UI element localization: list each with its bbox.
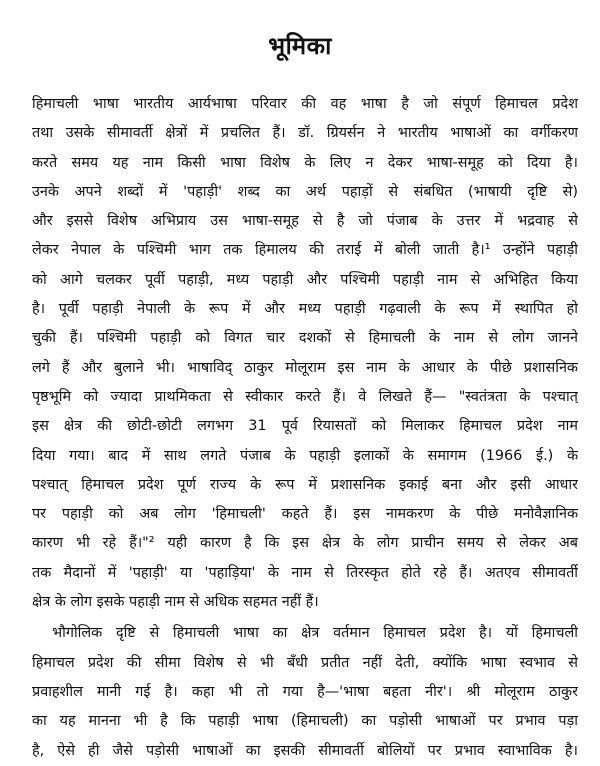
text-line: क्षेत्र के लोग इसके पहाड़ी नाम से अधिक सहमत नहीं हैं। (32, 594, 319, 611)
text-line: कारण भी रहे हैं।"² यही कारण है कि इस क्षेत्र के लोग प्राचीन समय से लेकर अब (32, 535, 578, 552)
text-line: लगे हैं और बुलाने भी। भाषाविद् ठाकुर मोलूराम इस नाम के आधार के पीछे प्रशासनिक (32, 359, 578, 376)
text-line: दिया गया। बाद में साथ लगते पंजाब के पहाड़ी इलाकों के समागम (1966 ई.) के (32, 447, 578, 464)
text-line: पश्चात् हिमाचल प्रदेश पूर्ण राज्य के रूप में प्रशासनिक इकाई बना और इसी आधार (32, 476, 578, 493)
text-line: है। पूर्वी पहाड़ी नेपाली के रूप में और मध्य पहाड़ी गढ़वाली के रूप में स्थापित हो (32, 301, 578, 318)
text-line: लेकर नेपाल के पश्चिमी भाग तक हिमालय की तराई में बोली जाती है।¹ उन्होंने पहाड़ी (32, 242, 578, 259)
text-line: है, ऐसे ही जैसे पड़ोसी भाषाओं का इसकी सीमावर्ती बोलियों पर प्रभाव स्वाभाविक है। (32, 742, 578, 759)
paragraph-1 (32, 90, 578, 617)
text-line: तक मैदानों में 'पहाड़ी' या 'पहाड़िया' के नाम से तिरस्कृत होते रहे हैं। अतएव सीमावर्ती (32, 564, 578, 581)
text-line: चुकी हैं। पश्चिमी पहाड़ी को विगत चार दशकों से हिमाचली के नाम से लोग जानने (32, 330, 578, 347)
body-text (32, 90, 578, 766)
text-line: प्रवाहशील मानी गई है। कहा भी तो गया है—'भाषा बहता नीर'। श्री मोलूराम ठाकुर (32, 683, 578, 700)
text-line: का यह मानना भी है कि पहाड़ी भाषा (हिमाचली) का पड़ोसी भाषाओं पर प्रभाव पड़ा (32, 713, 578, 730)
text-line: और इससे विशेष अभिप्राय उस भाषा-समूह से है जो पंजाब के उत्तर में भद्रवाह से (32, 213, 578, 230)
text-line: तथा उसके सीमावर्ती क्षेत्रों में प्रचलित हैं। डॉ. ग्रियर्सन ने भारतीय भाषाओं का वर्गीकरण (32, 125, 578, 142)
text-line: इस क्षेत्र की छोटी-छोटी लगभग 31 पूर्व रियासतों को मिलाकर हिमाचल प्रदेश नाम (32, 418, 578, 435)
text-line: हिमाचल प्रदेश की सीमा विशेष से भी बँधी प्रतीत नहीं देती, क्योंकि भाषा स्वभाव से (32, 654, 578, 671)
paragraph-2 (32, 619, 578, 765)
text-line: पृष्ठभूमि को ज्यादा प्राथमिकता से स्वीकार करते हैं। वे लिखते हैं— "स्वतंत्रता के पश्चात् (32, 388, 578, 405)
text-line: पर पहाड़ी को अब लोग 'हिमाचली' कहते हैं। इस नामकरण के पीछे मनोवैज्ञानिक (32, 506, 578, 523)
page-title: भूमिका (268, 32, 332, 60)
text-line: को आगे चलकर पूर्वी पहाड़ी, मध्य पहाड़ी और पश्चिमी पहाड़ी नाम से अभिहित किया (32, 271, 578, 288)
text-line: करते समय यह नाम किसी भाषा विशेष के लिए न देकर भाषा-समूह को दिया है। (32, 154, 578, 171)
text-line: उनके अपने शब्दों में 'पहाड़ी' शब्द का अर्थ पहाड़ों से संबधित (भाषायी दृष्टि से) (32, 183, 578, 200)
text-line: हिमाचली भाषा भारतीय आर्यभाषा परिवार की वह भाषा है जो संपूर्ण हिमाचल प्रदेश (32, 96, 578, 112)
text-line: भौगोलिक दृष्टि से हिमाचली भाषा का क्षेत्र वर्तमान हिमाचल प्रदेश है। यों हिमाचली (52, 625, 578, 642)
